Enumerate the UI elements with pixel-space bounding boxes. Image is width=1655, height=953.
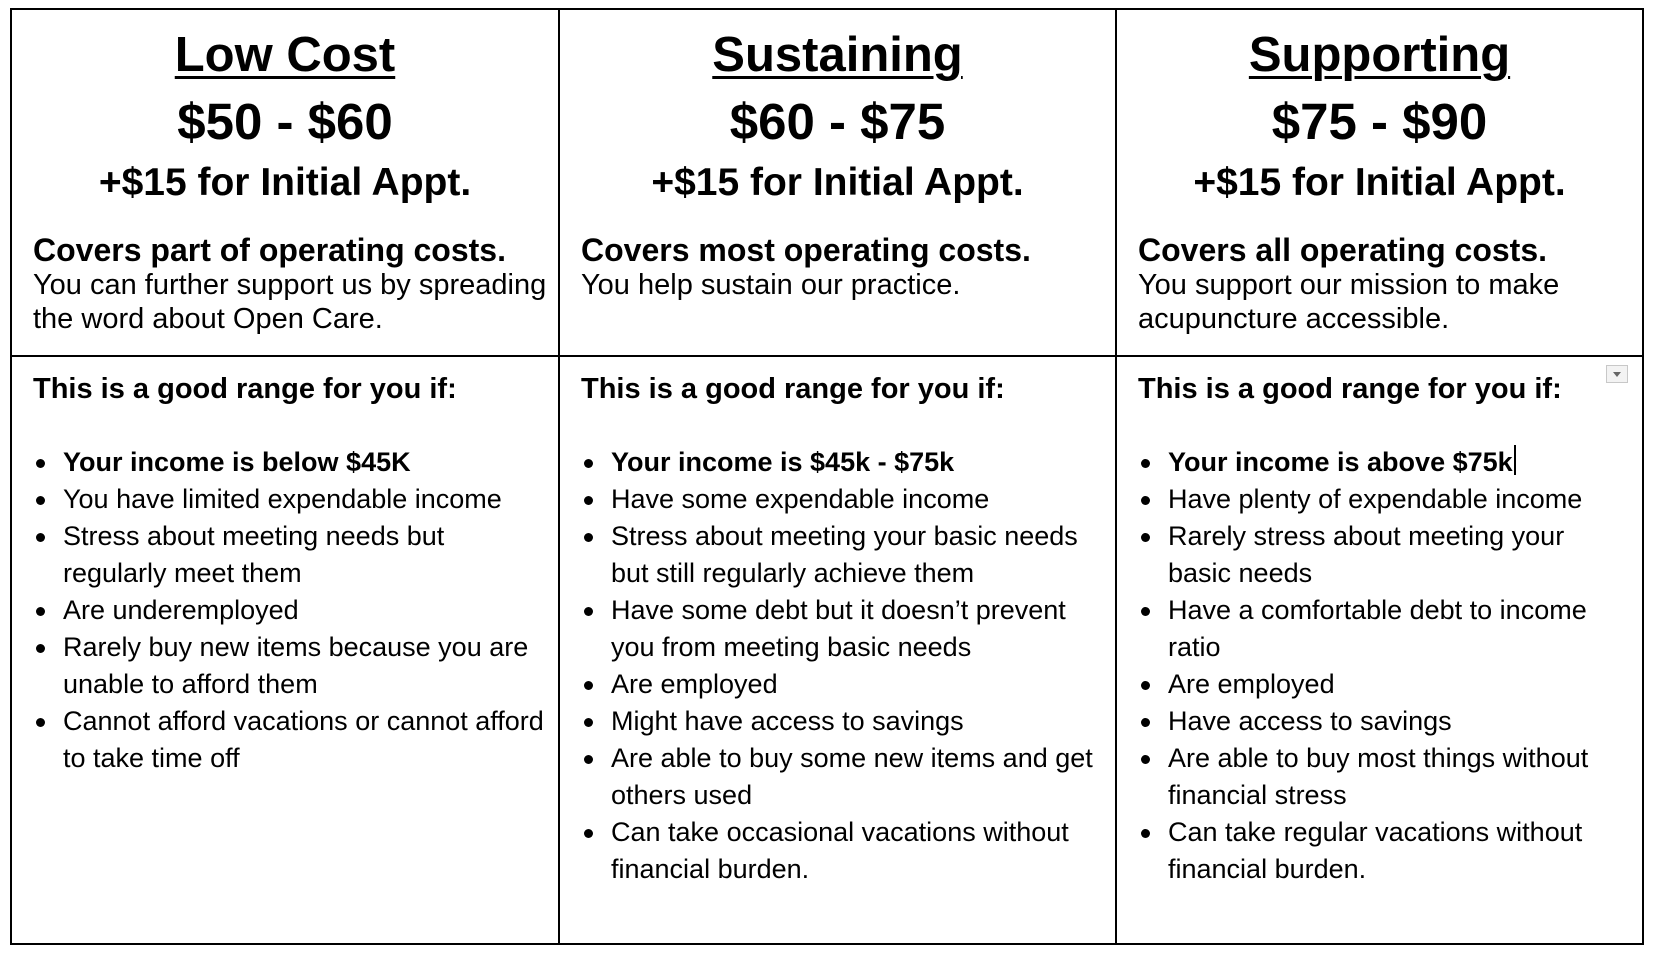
list-item: Stress about meeting needs but regularly meet them — [33, 518, 548, 592]
cell-menu-dropdown-icon[interactable] — [1606, 365, 1628, 383]
list-item: Are underemployed — [33, 592, 548, 629]
list-item-with-cursor[interactable] — [1138, 444, 1632, 481]
tier-note: You help sustain our practice. — [581, 269, 961, 301]
tier-price: $50 - $60 — [177, 93, 393, 150]
list-item: Might have access to savings — [581, 703, 1105, 740]
list-item: Can take regular vacations without financial burden. — [1138, 814, 1632, 888]
tier-criteria-sustaining[interactable] — [560, 357, 1117, 943]
list-item: Have a comfortable debt to income ratio — [1138, 592, 1632, 666]
list-item: Are employed — [1138, 666, 1632, 703]
tier-coverage: Covers all operating costs. — [1138, 232, 1548, 268]
list-item: Are able to buy some new items and get others used — [581, 740, 1105, 814]
criteria-list — [1138, 444, 1632, 888]
tier-header-supporting[interactable] — [1117, 10, 1642, 357]
list-item: Rarely buy new items because you are unable to afford them — [33, 629, 548, 703]
list-item: Are able to buy most things without financial stress — [1138, 740, 1632, 814]
list-item: Have plenty of expendable income — [1138, 481, 1632, 518]
list-item-text: Your income is above $75k — [1168, 447, 1513, 477]
list-item: Cannot afford vacations or cannot afford to take time off — [33, 703, 548, 777]
tier-header-sustaining[interactable] — [560, 10, 1117, 357]
tier-name: Supporting — [1248, 28, 1511, 82]
tier-initial-fee: +$15 for Initial Appt. — [651, 161, 1024, 204]
list-item: Stress about meeting your basic needs but still regularly achieve them — [581, 518, 1105, 592]
tier-initial-fee: +$15 for Initial Appt. — [98, 161, 472, 204]
list-item: Have some expendable income — [581, 481, 1105, 518]
tier-price: $60 - $75 — [729, 93, 946, 150]
tier-description — [560, 232, 1115, 302]
list-item: You have limited expendable income — [33, 481, 548, 518]
text-cursor — [1514, 445, 1516, 475]
tier-header-low-cost[interactable] — [12, 10, 560, 357]
criteria-list — [33, 444, 548, 777]
list-item: Rarely stress about meeting your basic needs — [1138, 518, 1632, 592]
tier-note: You support our mission to make acupuncture accessible. — [1138, 269, 1560, 335]
tier-initial-fee: +$15 for Initial Appt. — [1193, 161, 1566, 204]
range-heading: This is a good range for you if: — [33, 373, 457, 405]
list-item: Your income is $45k - $75k — [581, 444, 1105, 481]
list-item: Have access to savings — [1138, 703, 1632, 740]
pricing-table — [10, 8, 1644, 945]
tier-criteria-supporting[interactable] — [1117, 357, 1642, 943]
tier-description — [12, 232, 558, 336]
tier-coverage: Covers most operating costs. — [581, 232, 1031, 268]
criteria-list — [581, 444, 1105, 888]
tier-criteria-low-cost[interactable] — [12, 357, 560, 943]
tier-coverage: Covers part of operating costs. — [33, 232, 506, 268]
list-item: Can take occasional vacations without financial burden. — [581, 814, 1105, 888]
list-item: Are employed — [581, 666, 1105, 703]
range-heading: This is a good range for you if: — [1138, 373, 1562, 405]
tier-description — [1117, 232, 1642, 336]
tier-note: You can further support us by spreading the word about Open Care. — [33, 269, 547, 335]
tier-name: Sustaining — [712, 28, 963, 82]
list-item: Have some debt but it doesn’t prevent you from meeting basic needs — [581, 592, 1105, 666]
range-heading: This is a good range for you if: — [581, 373, 1005, 405]
tier-price: $75 - $90 — [1271, 93, 1488, 150]
tier-name: Low Cost — [174, 28, 396, 82]
list-item: Your income is below $45K — [33, 444, 548, 481]
